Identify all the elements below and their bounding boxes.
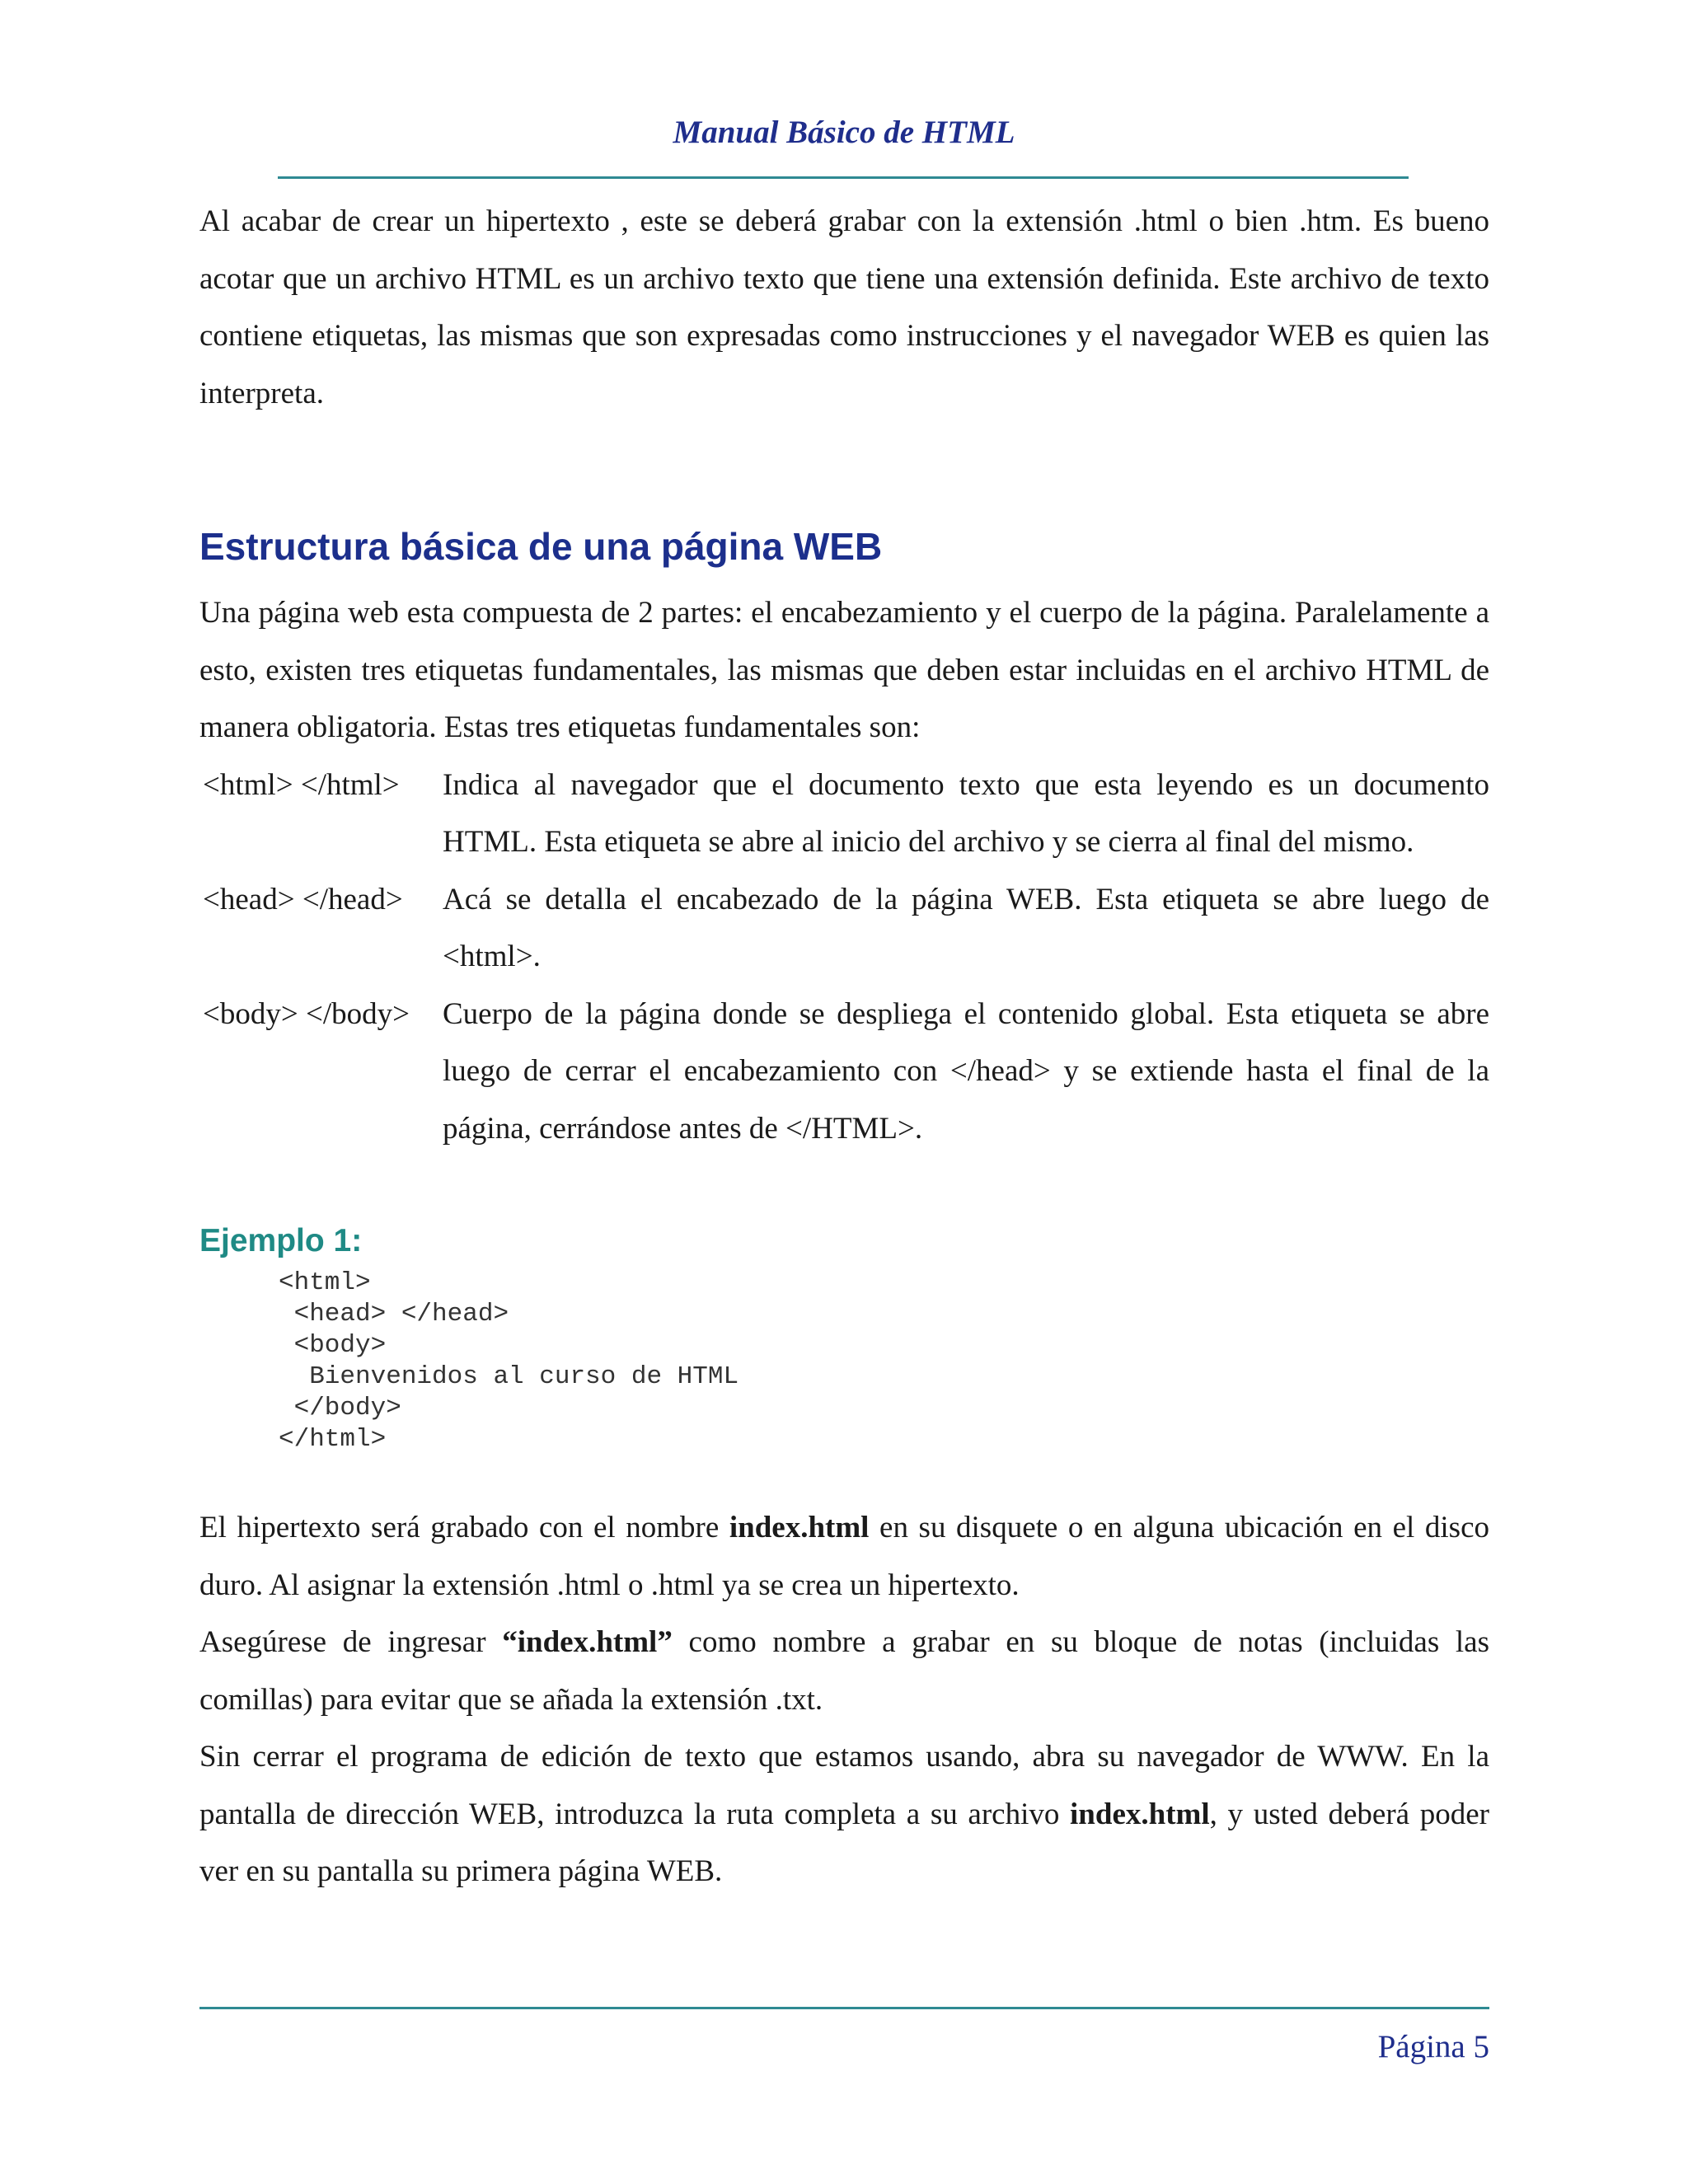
section-paragraph: Una página web esta compuesta de 2 partes: el encabezamiento y el cuerpo de la página. Paralelamente a esto, existen tres etiquetas fundamentales, las mismas que deben estar incluidas en el archivo HTML de manera obligatoria. Estas tres etiquetas fundamentales son:	[199, 596, 1489, 744]
filename-bold: index.html	[1070, 1797, 1210, 1831]
closing-paragraph-2: Asegúrese de ingresar “index.html” como nombre a grabar en su bloque de notas (incluidas las comillas) para evitar que se añada la extensión .txt.	[199, 1625, 1489, 1717]
definition-term: <html> </html>	[203, 767, 400, 802]
intro-paragraph: Al acabar de crear un hipertexto , este se deberá grabar con la extensión .html o bien .htm. Es bueno acotar que un archivo HTML es un archivo texto que tiene una extensión definida. Este archivo de texto contiene etiquetas, las mismas que son expresadas como instrucciones y el navegador WEB es quien las interpreta.	[199, 204, 1489, 410]
header-divider	[278, 176, 1409, 179]
filename-quoted-bold: “index.html”	[502, 1625, 673, 1659]
closing-paragraph-1: El hipertexto será grabado con el nombre index.html en su disquete o en alguna ubicación en el disco duro. Al asignar la extensión .html o .html ya se crea un hipertexto.	[199, 1511, 1489, 1602]
code-example: <html> <head> </head> <body> Bienvenidos al curso de HTML </body> </html>	[279, 1268, 739, 1454]
closing-paragraph-3: Sin cerrar el programa de edición de texto que estamos usando, abra su navegador de WWW. En la pantalla de dirección WEB, introduzca la ruta completa a su archivo index.html, y usted deberá poder ver en su pantalla su primera página WEB.	[199, 1740, 1489, 1888]
spacer	[199, 422, 1489, 520]
definition-description: Acá se detalla el encabezado de la página WEB. Esta etiqueta se abre luego de <html>.	[443, 882, 1489, 973]
example-heading: Ejemplo 1:	[199, 1223, 363, 1258]
filename-bold: index.html	[729, 1511, 870, 1544]
footer-divider	[199, 2007, 1489, 2009]
section-heading: Estructura básica de una página WEB	[199, 525, 883, 568]
definition-term: <head> </head>	[203, 882, 403, 916]
definition-item-body	[199, 986, 1489, 1158]
running-header: Manual Básico de HTML	[673, 115, 1015, 150]
tag-definition-list	[199, 757, 1489, 1158]
page-number: Página 5	[1377, 2029, 1489, 2064]
definition-description: Indica al navegador que el documento texto que esta leyendo es un documento HTML. Esta etiqueta se abre al inicio del archivo y se cierra al final del mismo.	[443, 767, 1489, 859]
definition-item-html	[199, 757, 1489, 871]
definition-description: Cuerpo de la página donde se despliega el contenido global. Esta etiqueta se abre luego de cerrar el encabezamiento con </head> y se extiende hasta el final de la página, cerrándose antes de </HTML>.	[443, 996, 1489, 1146]
definition-term: <body> </body>	[203, 996, 410, 1031]
page-content	[199, 193, 1489, 1900]
definition-item-head	[199, 871, 1489, 986]
